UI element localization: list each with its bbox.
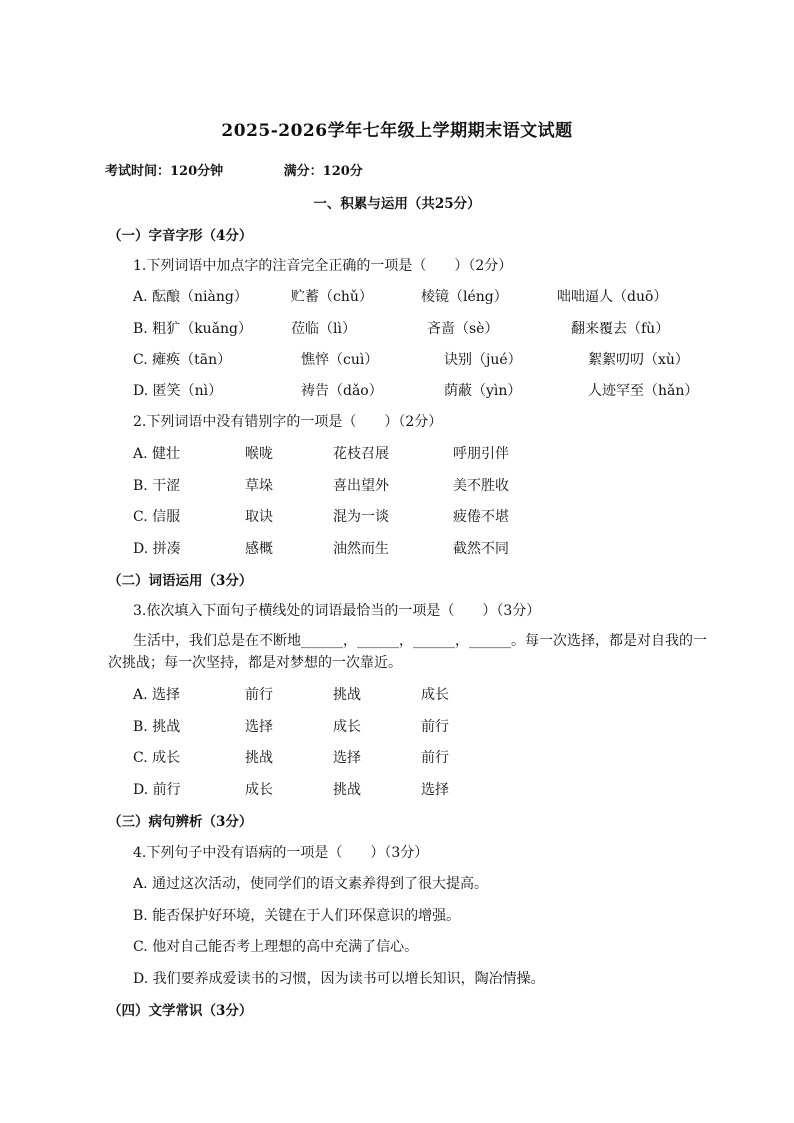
q2-a-4: 呼朋引伴 (453, 446, 509, 462)
q1-a-1: A. 酝酿（niàng） (133, 289, 248, 305)
q3-d-3: 挑战 (333, 782, 361, 798)
q2-b-3: 喜出望外 (333, 478, 389, 494)
q1-c-4: 絮絮叨叨（xù） (588, 352, 689, 368)
part1-heading: （一）字音字形（4分） (108, 228, 253, 244)
q2-b-4: 美不胜收 (453, 478, 509, 494)
q2-b-2: 草垛 (245, 478, 273, 494)
q2-a-2: 喉咙 (245, 446, 273, 462)
q1-a-4: 咄咄逼人（duō） (557, 289, 668, 305)
q1-d-1: D. 匿笑（nì） (133, 383, 223, 399)
q4-stem: 4.下列句子中没有语病的一项是（ ）（3分） (133, 845, 429, 861)
q2-d-3: 油然而生 (333, 541, 389, 557)
q2-c-1: C. 信服 (133, 509, 181, 525)
exam-meta (105, 160, 363, 179)
q4-option-c: C. 他对自己能否考上理想的高中充满了信心。 (133, 939, 419, 955)
q3-a-1: A. 选择 (133, 687, 181, 703)
q3-a-4: 成长 (421, 687, 449, 703)
q1-d-2: 祷告（dǎo） (301, 383, 383, 399)
q4-option-b: B. 能否保护好环境，关键在于人们环保意识的增强。 (133, 908, 461, 924)
q3-d-1: D. 前行 (133, 782, 181, 798)
q3-a-3: 挑战 (333, 687, 361, 703)
q3-d-4: 选择 (421, 782, 449, 798)
q2-b-1: B. 干涩 (133, 478, 181, 494)
q1-b-1: B. 粗犷（kuǎng） (133, 321, 253, 337)
q1-b-3: 吝啬（sè） (427, 321, 499, 337)
exam-time: 考试时间：120分钟 (105, 164, 224, 179)
exam-score: 满分：120分 (283, 164, 363, 179)
part3-heading: （三）病句辨析（3分） (108, 814, 253, 830)
q1-b-2: 莅临（lì） (291, 321, 356, 337)
q3-d-2: 成长 (245, 782, 273, 798)
q3-b-3: 成长 (333, 719, 361, 735)
exam-title: 2025-2026学年七年级上学期期末语文试题 (221, 121, 573, 141)
q3-c-3: 选择 (333, 750, 361, 766)
q1-c-3: 诀别（jué） (444, 352, 522, 368)
q3-c-1: C. 成长 (133, 750, 181, 766)
q1-d-3: 荫蔽（yìn） (444, 383, 522, 399)
q3-a-2: 前行 (245, 687, 273, 703)
q3-c-2: 挑战 (245, 750, 273, 766)
part4-heading: （四）文学常识（3分） (108, 1003, 253, 1019)
q3-b-2: 选择 (245, 719, 273, 735)
q1-stem: 1.下列词语中加点字的注音完全正确的一项是（ ）（2分） (133, 258, 513, 274)
q2-d-2: 感概 (245, 541, 273, 557)
q1-c-1: C. 瘫痪（tān） (133, 352, 232, 368)
q3-passage: 生活中，我们总是在不断地______，______，______，______。每一次选择，都是对自我的一次挑战；每一次坚持，都是对梦想的一次靠近。 (108, 633, 707, 671)
section-heading: 一、积累与运用（共25分） (313, 196, 481, 212)
q1-c-2: 憔悴（cuì） (301, 352, 379, 368)
q2-a-3: 花枝召展 (333, 446, 389, 462)
q3-stem: 3.依次填入下面句子横线处的词语最恰当的一项是（ ）（3分） (133, 603, 541, 619)
q2-c-2: 取诀 (245, 509, 273, 525)
q2-a-1: A. 健壮 (133, 446, 181, 462)
q1-d-4: 人迹罕至（hǎn） (588, 383, 699, 399)
q4-option-d: D. 我们要养成爱读书的习惯，因为读书可以增长知识，陶冶情操。 (133, 971, 545, 987)
q2-d-1: D. 拼凑 (133, 541, 181, 557)
q4-option-a: A. 通过这次活动，使同学们的语文素养得到了很大提高。 (133, 876, 489, 892)
q3-b-1: B. 挑战 (133, 719, 181, 735)
q3-c-4: 前行 (421, 750, 449, 766)
q1-a-2: 贮蓄（chǔ） (291, 289, 373, 305)
q1-a-3: 棱镜（léng） (421, 289, 508, 305)
q1-b-4: 翻来覆去（fù） (571, 321, 670, 337)
q2-c-4: 疲倦不堪 (453, 509, 509, 525)
part2-heading: （二）词语运用（3分） (108, 573, 253, 589)
q3-b-4: 前行 (421, 719, 449, 735)
q2-d-4: 截然不同 (453, 541, 509, 557)
q2-stem: 2.下列词语中没有错别字的一项是（ ）（2分） (133, 414, 443, 430)
q2-c-3: 混为一谈 (333, 509, 389, 525)
